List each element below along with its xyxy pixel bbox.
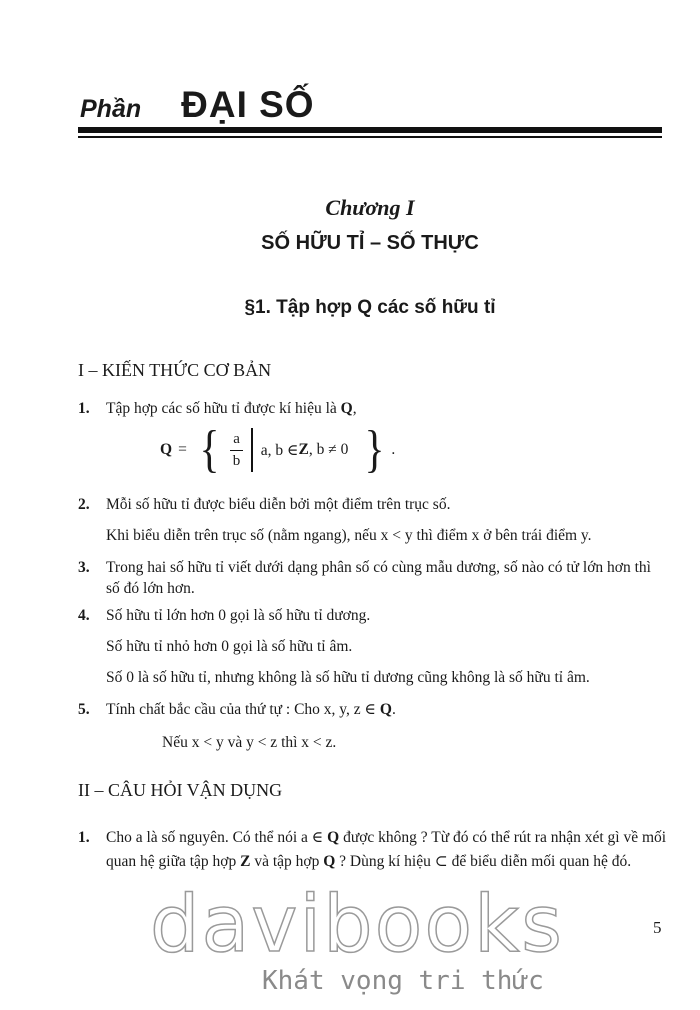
such-that-bar — [251, 428, 253, 472]
list-item — [78, 494, 668, 515]
heading-basic-knowledge: I – KIẾN THỨC CƠ BẢN — [78, 360, 272, 380]
section-title: §1. Tập hợp Q các số hữu tỉ — [244, 297, 496, 318]
set-symbol: Z — [240, 853, 251, 870]
formula-eq: = — [178, 441, 187, 458]
chapter-label: Chương I — [325, 195, 415, 220]
item-number: 1. — [78, 829, 90, 846]
set-symbol: Q — [379, 701, 392, 718]
formula-condition: a, b ∈ — [260, 441, 299, 459]
item-text: Khi biểu diễn trên trục số (nằm ngang), nếu x < y thì điểm x ở bên trái điểm y. — [106, 527, 592, 544]
item-text: Mỗi số hữu tỉ được biểu diễn bởi một điểm trên trục số. — [106, 496, 451, 513]
page-number: 5 — [653, 918, 662, 937]
heading-applied-questions: II – CÂU HỎI VẬN DỤNG — [78, 780, 283, 800]
set-definition-formula — [160, 420, 395, 480]
item-text: , — [352, 400, 357, 417]
fraction — [230, 431, 244, 470]
item-text: được không ? Từ đó có thể rút ra nhận xét gì về mối quan hệ giữa tập hợp — [106, 829, 667, 870]
item-text: Số 0 là số hữu tỉ, nhưng không là số hữu tỉ dương cũng không là số hữu tỉ âm. — [106, 669, 590, 686]
part-word: Phần — [80, 95, 142, 123]
item-text: Trong hai số hữu tỉ viết dưới dạng phân số có cùng mẫu dương, số nào có tử lớn hơn thì số đó lớn hơn. — [106, 559, 651, 597]
item-text: và tập hợp — [250, 853, 324, 870]
item-number: 3. — [78, 559, 90, 576]
item-number: 5. — [78, 701, 90, 718]
item-text: Nếu x < y và y < z thì x < z. — [162, 734, 337, 751]
header-rule-thick — [78, 127, 662, 133]
list-item — [78, 826, 668, 874]
item-text: Số hữu tỉ lớn hơn 0 gọi là số hữu tỉ dương. — [106, 607, 371, 624]
part-title: ĐẠI SỐ — [181, 84, 315, 125]
item-text: Tập hợp các số hữu tỉ được kí hiệu là — [106, 400, 341, 417]
fraction-numerator: a — [230, 431, 243, 451]
formula-end: . — [391, 441, 396, 458]
header-rule-thin — [78, 136, 662, 138]
close-brace: } — [364, 421, 385, 478]
set-symbol: Q — [323, 853, 336, 870]
item-number: 1. — [78, 400, 90, 417]
open-brace: { — [199, 421, 220, 478]
set-symbol: Q — [327, 829, 340, 846]
item-text: . — [391, 701, 396, 718]
item-text: Tính chất bắc cầu của thứ tự : Cho x, y, z ∈ — [106, 701, 380, 718]
formula-condition: , b ≠ 0 — [308, 441, 349, 458]
item-number: 2. — [78, 496, 90, 513]
set-symbol: Z — [298, 441, 309, 458]
item-text: Số hữu tỉ nhỏ hơn 0 gọi là số hữu tỉ âm. — [106, 638, 353, 655]
list-item — [78, 699, 668, 720]
formula-lhs: Q — [160, 441, 173, 458]
part-header — [80, 84, 315, 126]
list-item — [78, 398, 668, 419]
chapter-title: SỐ HỮU TỈ – SỐ THỰC — [261, 232, 479, 254]
list-item — [78, 557, 668, 599]
item-text: ? Dùng kí hiệu ⊂ để biểu diễn mối quan hệ đó. — [335, 853, 632, 870]
set-symbol: Q — [340, 400, 353, 417]
watermark-logo: davibooks — [150, 880, 564, 970]
watermark-slogan: Khát vọng tri thức — [262, 966, 544, 996]
item-number: 4. — [78, 607, 90, 624]
list-item — [78, 605, 668, 626]
fraction-denominator: b — [232, 452, 241, 469]
item-text: Cho a là số nguyên. Có thể nói a ∈ — [106, 829, 328, 846]
